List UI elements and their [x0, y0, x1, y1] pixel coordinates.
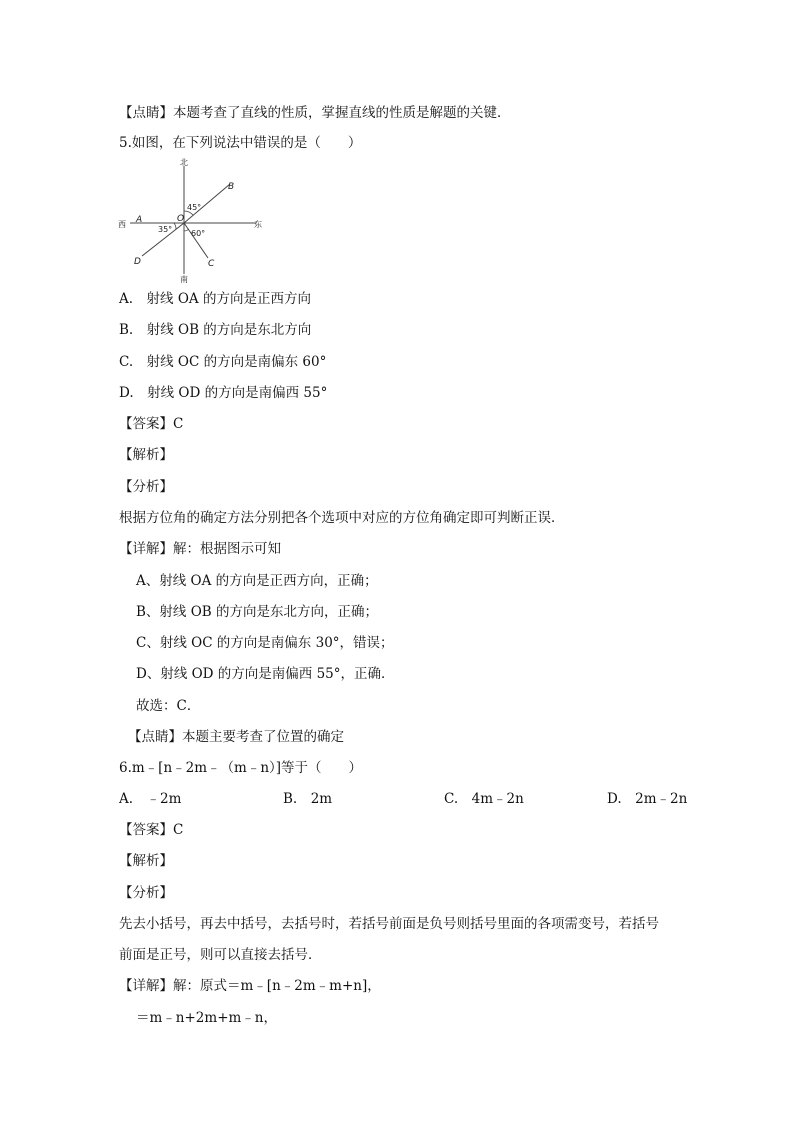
- angle-45: 45°: [187, 203, 202, 212]
- q6-step: ＝m﹣n+2m+m﹣n，: [136, 1010, 278, 1026]
- label-d: D: [134, 257, 141, 267]
- q5-choice: 故选：C．: [136, 698, 201, 714]
- question-5-stem: 5.如图，在下列说法中错误的是（ ）: [119, 135, 362, 151]
- label-a: A: [136, 215, 143, 225]
- q6-jiexi-heading: 【解析】: [119, 853, 173, 869]
- q6-option-a: A. ﹣2m: [119, 791, 182, 807]
- q6-option-c: C. 4m﹣2n: [444, 791, 524, 807]
- q6-detail: 【详解】解：原式＝m﹣[n﹣2m﹣m+n]，: [119, 978, 381, 994]
- q5-step-c: C、射线 OC 的方向是南偏东 30°，错误；: [136, 635, 394, 651]
- q5-step-d: D、射线 OD 的方向是南偏西 55°，正确．: [136, 666, 395, 682]
- q6-fenxi-heading: 【分析】: [119, 885, 173, 901]
- q5-option-a: A. 射线 OA 的方向是正西方向: [119, 291, 311, 307]
- angle-60: 60°: [191, 229, 206, 238]
- q6-option-d: D. 2m﹣2n: [607, 791, 688, 807]
- q6-answer: 【答案】C: [119, 822, 184, 838]
- q5-analysis: 根据方位角的确定方法分别把各个选项中对应的方位角确定即可判断正误．: [119, 510, 565, 526]
- q5-detail: 【详解】解：根据图示可知: [119, 541, 281, 557]
- angle-35: 35°: [158, 225, 173, 234]
- q6-analysis-line-2: 前面是正号，则可以直接去括号．: [119, 947, 322, 963]
- q6-option-b: B. 2m: [283, 791, 333, 807]
- q5-step-b: B、射线 OB 的方向是东北方向，正确；: [136, 604, 378, 620]
- q5-option-c: C. 射线 OC 的方向是南偏东 60°: [119, 354, 327, 370]
- q5-step-a: A、射线 OA 的方向是正西方向，正确；: [136, 573, 378, 589]
- previous-note: 【点睛】本题考查了直线的性质，掌握直线的性质是解题的关键．: [119, 105, 511, 121]
- label-c: C: [208, 259, 215, 269]
- question-6-stem: 6.m﹣[n﹣2m﹣（m﹣n）]等于（ ）: [119, 760, 363, 776]
- q5-answer: 【答案】C: [119, 416, 184, 432]
- label-east: 东: [254, 220, 262, 229]
- q5-fenxi-heading: 【分析】: [119, 479, 173, 495]
- label-south: 南: [180, 275, 188, 284]
- label-north: 北: [180, 158, 188, 167]
- q6-analysis-line-1: 先去小括号，再去中括号，去括号时，若括号前面是负号则括号里面的各项需变号，若括号: [119, 916, 659, 932]
- label-b: B: [228, 182, 235, 192]
- direction-diagram: [116, 156, 266, 284]
- label-o: O: [177, 214, 185, 224]
- q5-jiexi-heading: 【解析】: [119, 447, 173, 463]
- label-west: 西: [118, 220, 126, 229]
- q5-note: 【点睛】本题主要考查了位置的确定: [128, 729, 344, 745]
- q5-option-b: B. 射线 OB 的方向是东北方向: [119, 322, 312, 338]
- q5-option-d: D. 射线 OD 的方向是南偏西 55°: [119, 385, 328, 401]
